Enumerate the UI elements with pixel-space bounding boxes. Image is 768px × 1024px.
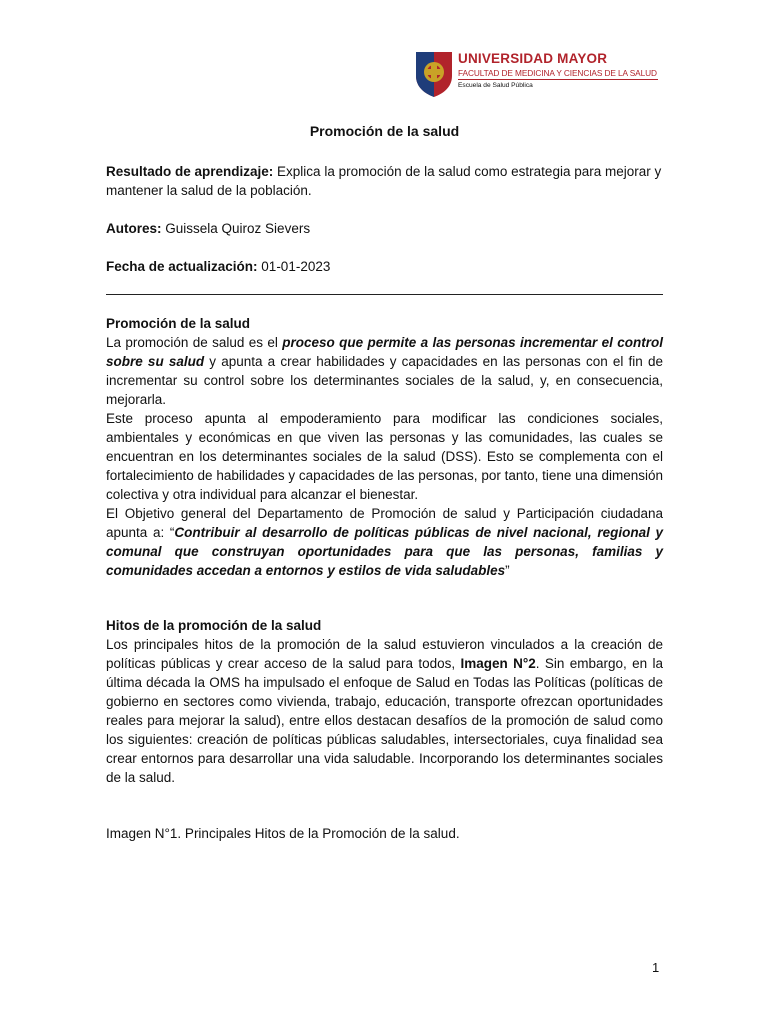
university-logo: [414, 50, 664, 100]
horizontal-divider: [106, 294, 663, 295]
authors: [106, 219, 663, 238]
page-number: 1: [652, 960, 660, 975]
section-heading-promocion: Promoción de la salud: [106, 316, 251, 331]
school-name: Escuela de Salud Pública: [458, 82, 533, 89]
figure-caption: Imagen N°1. Principales Hitos de la Promoción de la salud.: [106, 826, 460, 841]
logo-text: [458, 52, 668, 90]
logo-rule: [458, 79, 658, 80]
section2-paragraph-1: Los principales hitos de la promoción de la salud estuvieron vinculados a la creación de políticas públicas y crear acceso de la salud para todos, Imagen N°2. Sin embargo, en la última década la OMS ha impulsado el enfoque de Salud en Todas las Políticas (políticas de gobierno en sectores como vivienda, trabajo, educación, transporte ofrezcan oportunidades reales para mejorar la salud), entre ellos destacan desafíos de la promoción de salud como los siguientes: creación de políticas públicas saludables, intersectoriales, cuya finalidad sea crear entornos para desarrollar una vida saludable. Incorporando los determinantes sociales de la salud.: [106, 637, 664, 785]
learning-outcome-label: Resultado de aprendizaje:: [106, 164, 274, 179]
learning-outcome: [106, 162, 663, 200]
university-shield-icon: [414, 50, 454, 98]
section-heading-hitos: Hitos de la promoción de la salud: [106, 618, 322, 633]
update-date-text: 01-01-2023: [257, 259, 331, 274]
document-title: Promoción de la salud: [309, 123, 460, 139]
emphasis-definition: proceso que permite a las personas incrementar el control sobre su salud: [106, 335, 663, 369]
document-body: [106, 122, 663, 843]
faculty-name: FACULTAD DE MEDICINA Y CIENCIAS DE LA SALUD: [458, 68, 657, 78]
section1-paragraph-2: Este proceso apunta al empoderamiento para modificar las condiciones sociales, ambientales y económicas en que viven las personas y las comunidades, las cuales se encuentran en los determinantes sociales de la salud (DSS). Esto se complementa con el fortalecimiento de habilidades y capacidades de las personas, por tanto, tiene una dimensión colectiva y otra individual para alcanzar el bienestar.: [106, 411, 663, 502]
image-reference: Imagen N°2: [460, 656, 536, 671]
university-name: UNIVERSIDAD MAYOR: [458, 51, 608, 66]
section1-paragraph-3: El Objetivo general del Departamento de Promoción de salud y Participación ciudadana apunta a: “Contribuir al desarrollo de políticas públicas de nivel nacional, regional y comunal que construyan oportunidades para que las personas, familias y comunidades accedan a entornos y estilos de vida saludables”: [106, 506, 663, 578]
learning-outcome-text: Explica la promoción de la salud como estrategia para mejorar y mantener la salud de la población.: [106, 164, 662, 198]
section1-paragraph-1: La promoción de salud es el proceso que permite a las personas incrementar el control sobre su salud y apunta a crear habilidades y capacidades en las personas con el fin de incrementar su control sobre los determinantes sociales de la salud, y, en consecuencia, mejorarla.: [106, 335, 663, 407]
authors-text: Guissela Quiroz Sievers: [161, 221, 311, 236]
update-date: [106, 257, 663, 276]
emphasis-objective: Contribuir al desarrollo de políticas públicas de nivel nacional, regional y comunal que construyan oportunidades para que las personas, familias y comunidades accedan a entornos y estilos de vida saludables: [106, 525, 663, 578]
update-date-label: Fecha de actualización:: [106, 259, 258, 274]
authors-label: Autores:: [106, 221, 162, 236]
